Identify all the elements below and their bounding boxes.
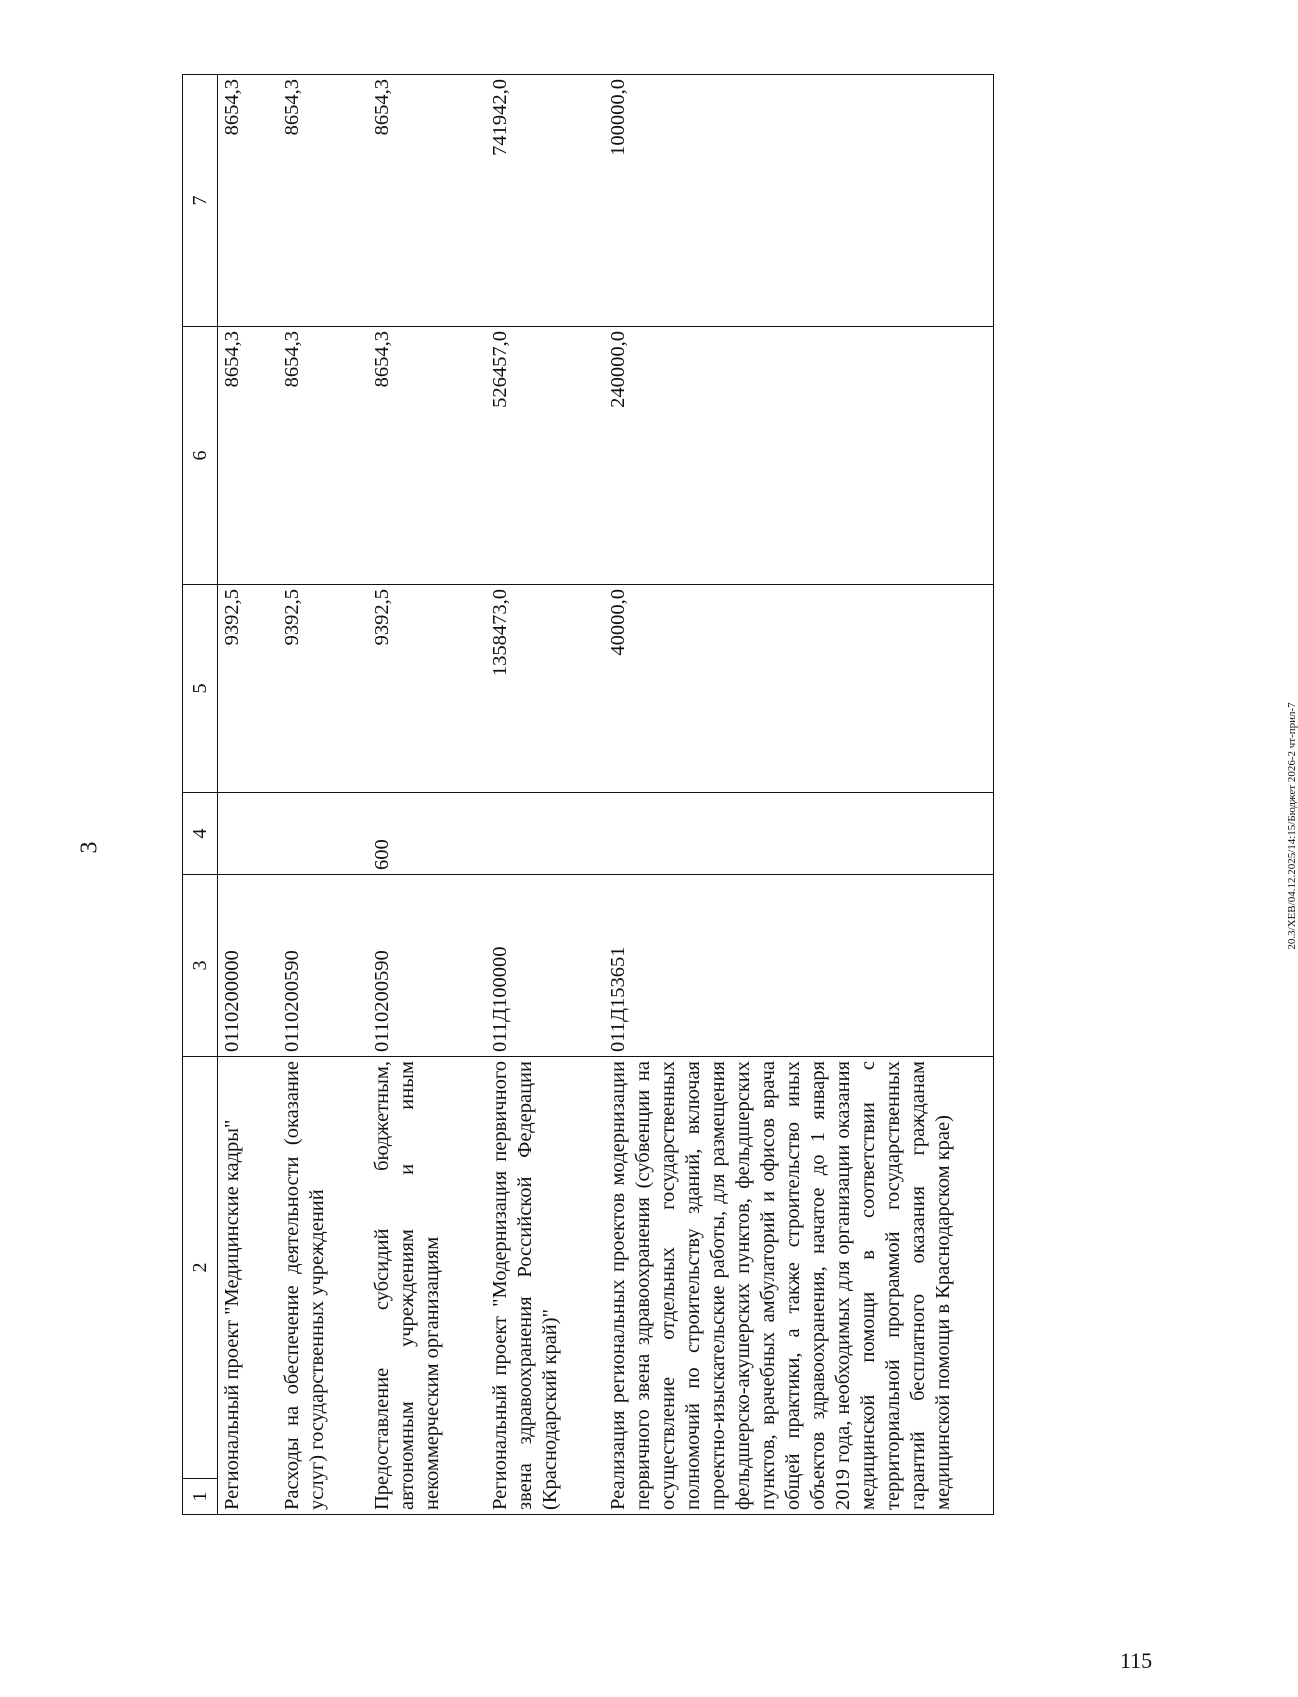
row-csr: 011Д153651 bbox=[604, 875, 994, 1057]
row-value-6: 240000,0 bbox=[604, 327, 994, 585]
row-name: Реализация региональных проектов модернизации первичного звена здравоохранения (субвенции на осуществление отдельных государственных полномочий по строительству зданий, включая проектно-изыскательские работы, для размещения фельдшерско-акушерских пунктов, фельдшерских пунктов, врачебных амбулаторий и офисов врача общей практики, а также строительство иных объектов здравоохранения, начатое до 1 января 2019 года, необходимых для организации оказания медицинской помощи в соответствии с территориальной программой государственных гарантий бесплатного оказания гражданам медицинской помощи в Краснодарском крае) bbox=[604, 1057, 994, 1515]
row-csr: 011Д100000 bbox=[486, 875, 604, 1057]
row-name: Расходы на обеспечение деятельности (оказание услуг) государственных учреждений bbox=[278, 1057, 368, 1515]
row-name: Региональный проект "Медицинские кадры" bbox=[218, 1057, 278, 1515]
row-csr: 0110200000 bbox=[218, 875, 278, 1057]
row-value-7: 741942,0 bbox=[486, 75, 604, 327]
row-value-5: 9392,5 bbox=[368, 585, 486, 793]
row-value-6: 8654,3 bbox=[218, 327, 278, 585]
row-value-7: 100000,0 bbox=[604, 75, 994, 327]
row-vr: 600 bbox=[368, 793, 486, 875]
budget-table bbox=[182, 74, 994, 1515]
row-vr bbox=[218, 793, 278, 875]
page-number-top: 3 bbox=[76, 841, 103, 854]
row-value-7: 8654,3 bbox=[278, 75, 368, 327]
row-name: Региональный проект "Модернизация первичного звена здравоохранения Российской Федерации (Краснодарский край)" bbox=[486, 1057, 604, 1515]
row-value-6: 526457,0 bbox=[486, 327, 604, 585]
row-vr bbox=[604, 793, 994, 875]
header-col-5: 5 bbox=[183, 585, 218, 793]
table-row bbox=[218, 75, 278, 1515]
row-name: Предоставление субсидий бюджетным, автономным учреждениям и иным некоммерческим организациям bbox=[368, 1057, 486, 1515]
table-row bbox=[368, 75, 486, 1515]
header-col-1: 1 bbox=[183, 1479, 218, 1515]
rotated-table-container bbox=[182, 75, 1092, 1515]
row-value-5: 1358473,0 bbox=[486, 585, 604, 793]
row-value-7: 8654,3 bbox=[218, 75, 278, 327]
header-col-6: 6 bbox=[183, 327, 218, 585]
row-csr: 0110200590 bbox=[368, 875, 486, 1057]
table-row bbox=[278, 75, 368, 1515]
header-row bbox=[183, 75, 218, 1515]
row-vr bbox=[486, 793, 604, 875]
table-row bbox=[486, 75, 604, 1515]
row-value-6: 8654,3 bbox=[368, 327, 486, 585]
row-value-7: 8654,3 bbox=[368, 75, 486, 327]
header-col-2: 2 bbox=[183, 1057, 218, 1479]
row-value-5: 40000,0 bbox=[604, 585, 994, 793]
row-value-5: 9392,5 bbox=[278, 585, 368, 793]
header-col-3: 3 bbox=[183, 875, 218, 1057]
table-row bbox=[604, 75, 994, 1515]
row-value-5: 9392,5 bbox=[218, 585, 278, 793]
header-col-7: 7 bbox=[183, 75, 218, 327]
row-vr bbox=[278, 793, 368, 875]
document-footer-code: 20.3/ХЕВ/04.12.2025/14:15/Бюджет 2026-2 чт-прил-7 bbox=[1286, 702, 1298, 950]
row-csr: 0110200590 bbox=[278, 875, 368, 1057]
header-col-4: 4 bbox=[183, 793, 218, 875]
row-value-6: 8654,3 bbox=[278, 327, 368, 585]
page-number-bottom: 115 bbox=[1120, 1648, 1153, 1673]
